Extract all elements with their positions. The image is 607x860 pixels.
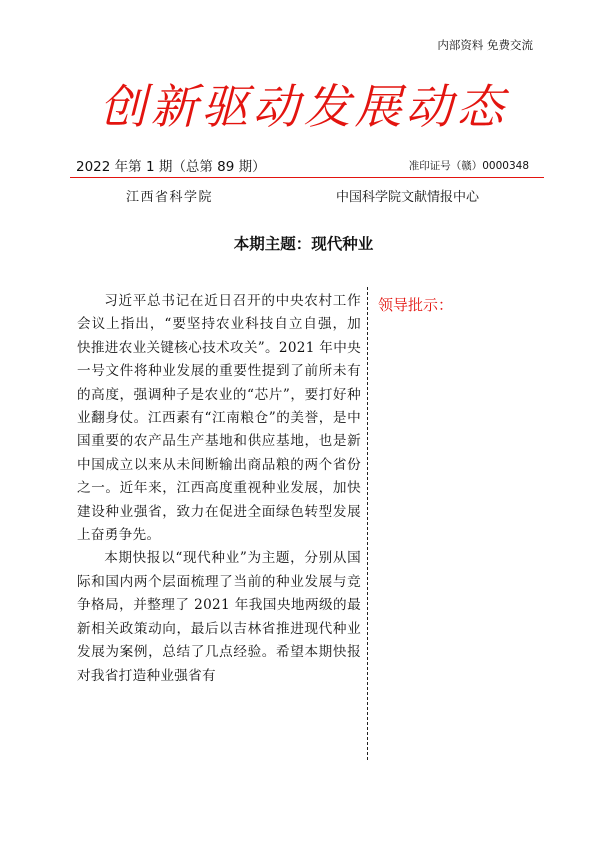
- publisher-left: 江西省科学院: [126, 190, 214, 205]
- distribution-notice: 内部资料 免费交流: [437, 38, 533, 52]
- body-paragraph: 习近平总书记在近日召开的中央农村工作会议上指出，“要坚持农业科技自立自强，加快推进农业关键核心技术攻关”。2021 年中央一号文件将种业发展的重要性提到了前所未有的高度，强调种子是农业的“芯片”，要打好种业翻身仗。江西素有“江南粮仓”的美誉，是中国重要的农产品生产基地和供应基地，也是新中国成立以来从未间断输出商品粮的两个省份之一。近年来，江西高度重视种业发展，加快建设种业强省，致力在促进全面绿色转型发展上奋勇争先。: [77, 293, 361, 544]
- masthead-title: 创新驱动发展动态: [99, 80, 508, 135]
- body-paragraph: 本期快报以“现代种业”为主题，分别从国际和国内两个层面梳理了当前的种业发展与竞争格局，并整理了 2021 年我国央地两级的最新相关政策动向，最后以吉林省推进现代种业发展为案例，总结了几点经验。希望本期快报对我省打造种业强省有: [77, 550, 361, 684]
- issue-theme-heading: 本期主题：现代种业: [233, 235, 374, 253]
- header-divider-line: [70, 177, 544, 178]
- permit-number: 准印证号（赣）0000348: [408, 160, 529, 172]
- publisher-right: 中国科学院文献情报中心: [336, 190, 480, 205]
- leader-comment-label: 领导批示：: [378, 296, 454, 314]
- issue-number: 2022 年第 1 期（总第 89 期）: [76, 159, 266, 175]
- body-column: [77, 290, 361, 688]
- column-divider: [367, 287, 368, 760]
